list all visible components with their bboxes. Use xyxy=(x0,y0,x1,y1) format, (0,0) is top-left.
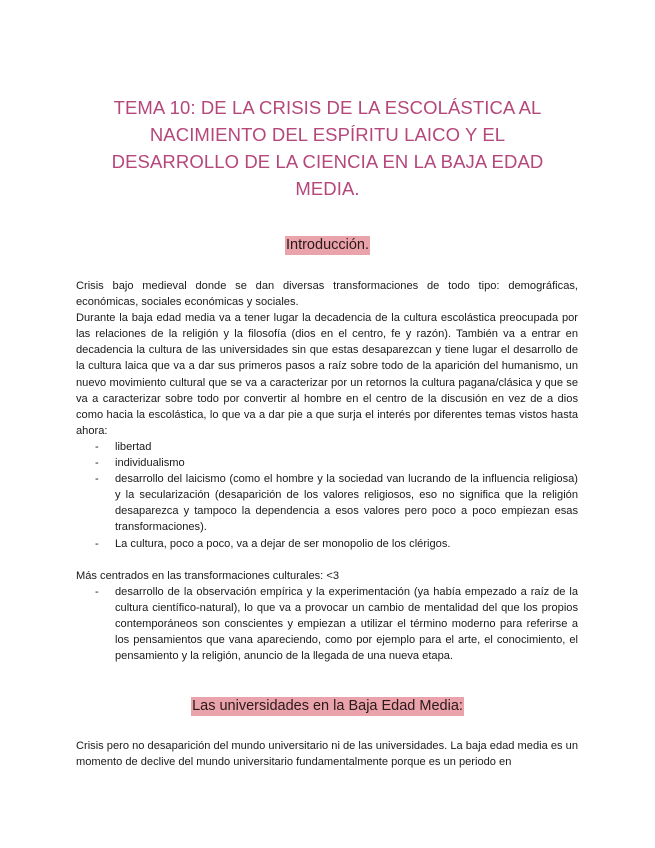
paragraph: Más centrados en las transformaciones culturales: <3 xyxy=(76,569,339,582)
dash-marker: - xyxy=(95,537,99,550)
list-item xyxy=(76,471,578,535)
list-item xyxy=(76,584,578,664)
spacer xyxy=(76,552,578,568)
list-item-text: desarrollo del laicismo (como el hombre y la sociedad van lucrando de la influencia religiosa) y la secularización (desaparición de los valores religiosos, eso no significa que la religión desaparezca y tampoco la dependencia a esos valores pero poco a poco empiezan esas transformaciones). xyxy=(115,473,578,534)
title-line: DESARROLLO DE LA CIENCIA EN LA BAJA EDAD xyxy=(111,151,544,172)
paragraph: Durante la baja edad media va a tener lugar la decadencia de la cultura escolástica preocupada por las relaciones de la religión y la filosofía (dios en el centro, fe y razón). También va a entrar en decadencia la cultura de las universidades sin que estas desaparezcan y tiene lugar el desarrollo de la cultura laica que va a dar sus primeros pasos a raíz sobre todo de la aparición del humanismo, un nuevo movimiento cultural que se va a caracterizar por un retornos la cultura pagana/clásica y que se va a caracterizar sobre todo por convertir al hombre en el centro de la discusión en vez de a dios como hacia la escolástica, lo que va a dar pie a que surja el interés por diferentes temas vistos hasta ahora: xyxy=(76,312,578,437)
list-item-text: desarrollo de la observación empírica y la experimentación (ya había empezado a raíz de la cultura científico-natural), lo que va a provocar un cambio de mentalidad del que los propios contemporáneos son conscientes y empiezan a utilizar el término moderno para referirse a los pensamientos que vana apareciendo, como por ejemplo para el arte, el conocimiento, el pensamiento y la religión, anuncio de la llegada de una nueva etapa. xyxy=(115,585,578,663)
dash-marker: - xyxy=(95,440,99,453)
title-line: NACIMIENTO DEL ESPÍRITU LAICO Y EL xyxy=(149,124,506,145)
section-heading-universidades: Las universidades en la Baja Edad Media: xyxy=(192,698,463,714)
universities-body xyxy=(76,738,578,770)
list-item-text: individualismo xyxy=(115,457,185,470)
intro-heading-wrap xyxy=(0,236,655,255)
universities-heading-wrap xyxy=(0,697,655,716)
dash-marker: - xyxy=(95,457,99,470)
page-title xyxy=(80,94,575,202)
list-item xyxy=(76,439,578,455)
list-item xyxy=(76,455,578,471)
intro-body xyxy=(76,278,578,664)
title-line: MEDIA. xyxy=(295,178,360,199)
bullet-list xyxy=(76,439,578,552)
list-item-text: La cultura, poco a poco, va a dejar de ser monopolio de los clérigos. xyxy=(115,537,451,550)
bullet-list xyxy=(76,584,578,664)
section-heading-introduccion: Introducción. xyxy=(285,237,370,253)
paragraph: Crisis bajo medieval donde se dan diversas transformaciones de todo tipo: demográficas, económicas, sociales económicas y sociales. xyxy=(76,280,578,309)
dash-marker: - xyxy=(95,585,99,598)
paragraph: Crisis pero no desaparición del mundo universitario ni de las universidades. La baja edad media es un momento de declive del mundo universitario fundamentalmente porque es un periodo en xyxy=(76,740,578,769)
list-item xyxy=(76,536,578,552)
title-line: TEMA 10: DE LA CRISIS DE LA ESCOLÁSTICA AL xyxy=(113,97,542,118)
dash-marker: - xyxy=(95,473,99,486)
list-item-text: libertad xyxy=(115,440,152,453)
